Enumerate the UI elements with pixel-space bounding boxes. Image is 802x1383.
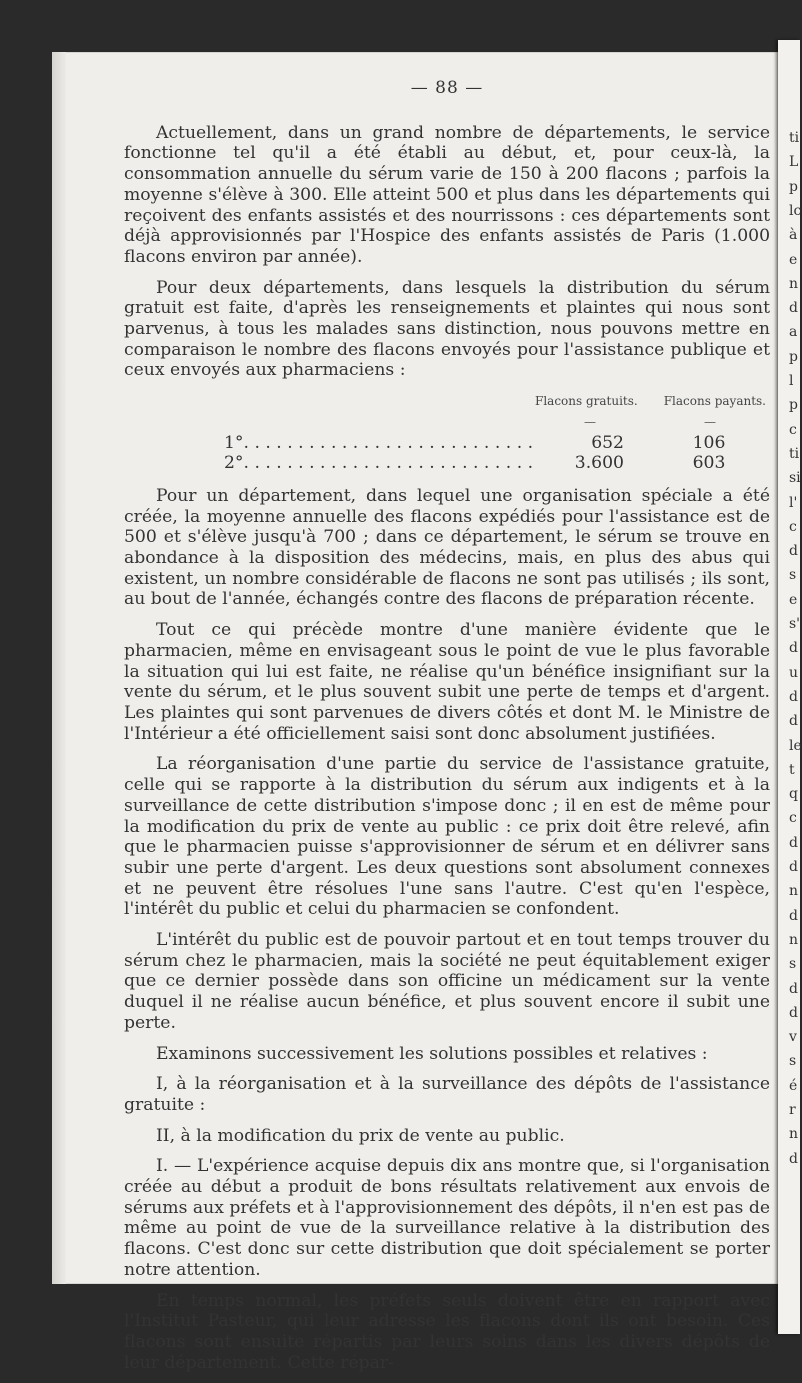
next-page-fragment: e — [789, 591, 798, 608]
next-page-fragment: é — [789, 1077, 798, 1094]
next-page-fragment: s — [789, 956, 797, 973]
next-page-fragment: d — [789, 834, 798, 851]
next-page-fragment: d — [789, 980, 798, 997]
next-page-fragment: s — [789, 567, 797, 584]
paragraph: Examinons successivement les solutions possibles et relatives : — [156, 1043, 708, 1064]
next-page-fragment: p — [789, 348, 798, 365]
next-page-fragment: d — [789, 1150, 798, 1167]
next-page-fragment: d — [789, 688, 798, 705]
next-page-fragment: d — [789, 907, 798, 924]
next-page-fragment: ti — [789, 130, 800, 146]
col-gratuits-header: Flacons gratuits. — [535, 394, 638, 409]
col-payants-header: Flacons payants. — [663, 394, 766, 409]
page-content — [124, 78, 770, 1383]
row-label: 1°. . . . . . . . . . . . . . . . . . . . . . . . . . . — [224, 432, 534, 453]
next-page-fragment: e — [789, 251, 798, 268]
next-page-fragment: si — [789, 470, 801, 487]
next-page-fragment: v — [789, 1029, 797, 1046]
gratuits-value: 3.600 — [574, 453, 624, 474]
next-page-fragment: u — [789, 664, 799, 681]
next-page-fragment: n — [789, 883, 799, 900]
paragraph: Pour deux départements, dans lesquels la distribution du sérum gratuit est faite, d'après les renseignements et plaintes qui nous sont parvenus, à tous les malades sans distinction, nous pouvons mettre en comparaison le nombre des flacons envoyés pour l'assistance publique et ceux envoyés aux pharmaciens : — [124, 277, 770, 381]
next-page-fragment: L — [789, 154, 799, 171]
next-page-fragment: s' — [789, 616, 801, 632]
paragraph: La réorganisation d'une partie du service de l'assistance gratuite, celle qui se rapporte à la distribution du sérum aux indigents et à la surveillance de cette distribution s'impose donc ; il en est de même pour la modification du prix de vente au public : ce prix doit être relevé, afin que le pharmacien puisse s'approvisionner de sérum et en délivrer sans subir une perte d'argent. Les deux questions sont absolument connexes et ne peuvent être résolues l'une sans l'autre. C'est qu'en l'espèce, l'intérêt du public et celui du pharmacien se confondent. — [124, 754, 770, 920]
next-page-fragment: l' — [789, 494, 798, 511]
next-page-fragment: c — [789, 518, 797, 535]
dash: — — [704, 414, 716, 429]
payants-value: 106 — [692, 432, 726, 453]
next-page-fragment: le — [789, 737, 802, 754]
next-page-fragment: d — [789, 1004, 798, 1021]
next-page-fragment: n — [789, 275, 799, 292]
dash: — — [584, 414, 596, 429]
next-page-fragment: c — [789, 421, 797, 438]
row-label: 2°. . . . . . . . . . . . . . . . . . . . . . . . . . . — [224, 453, 534, 474]
paragraph: En temps normal, les préfets seuls doivent être en rapport avec l'Institut Pasteur, qui leur adresse les flacons dont ils ont besoin. Ces flacons sont ensuite répartis par leurs soins dans les divers dépôts de leur département. Cette répar- — [124, 1290, 770, 1373]
next-page-fragment: p — [789, 178, 798, 195]
payants-value: 603 — [692, 453, 726, 474]
next-page-fragment: c — [789, 810, 797, 827]
next-page-fragment: d — [789, 300, 798, 317]
next-page-fragment: lc — [789, 202, 802, 219]
next-page-fragment: d — [789, 543, 798, 560]
next-page-fragment: l — [789, 373, 794, 389]
enumeration-item: II, à la modification du prix de vente au public. — [156, 1125, 565, 1146]
table-row — [224, 433, 770, 454]
table-row — [224, 453, 770, 474]
next-page-fragment: q — [789, 786, 798, 803]
next-page-fragment: n — [789, 931, 799, 948]
flacons-table — [124, 391, 770, 474]
next-page-fragment: t — [789, 761, 795, 778]
next-page-fragment: s — [789, 1053, 797, 1070]
enumeration-item: I, à la réorganisation et à la surveillance des dépôts de l'assistance gratuite : — [124, 1074, 770, 1115]
page-binding-edge — [52, 52, 66, 1284]
table-header — [124, 391, 766, 412]
paragraph: Pour un département, dans lequel une organisation spéciale a été créée, la moyenne annuelle des flacons expédiés pour l'assistance est de 500 et s'élève jusqu'à 700 ; dans ce département, le sérum se trouve en abondance à la disposition des médecins, mais, en plus des abus qui existent, un nombre considérable de flacons ne sont pas utilisés ; ils sont, au bout de l'année, échangés contre des flacons de préparation récente. — [124, 485, 770, 610]
paragraph: Tout ce qui précède montre d'une manière évidente que le pharmacien, même en envisageant sous le point de vue le plus favorable la situation qui lui est faite, ne réalise qu'un bénéfice insignifiant sur la vente du sérum, et le plus souvent subit une perte de temps et d'argent. Les plaintes qui sont parvenues de divers côtés et dont M. le Ministre de l'Intérieur a été officiellement saisi sont donc absolument justifiées. — [124, 620, 770, 744]
paragraph: I. — L'expérience acquise depuis dix ans montre que, si l'organisation créée au début a produit de bons résultats relativement aux envois de sérums aux préfets et à l'approvisionnement des dépôts, il n'en est pas de même au point de vue de la surveillance relative à la distribution des flacons. C'est donc sur cette distribution que doit spécialement se porter notre attention. — [124, 1156, 770, 1280]
paragraph: Actuellement, dans un grand nombre de départements, le service fonctionne tel qu'il a été établi au début, et, pour ceux-là, la consommation annuelle du sérum varie de 150 à 200 flacons ; parfois la moyenne s'élève à 300. Elle atteint 500 et plus dans les départements qui reçoivent des enfants assistés et des nourrissons : ces départements sont déjà approvisionnés par l'Hospice des enfants assistés de Paris (1.000 flacons environ par année). — [124, 122, 770, 267]
next-page-fragment: d — [789, 640, 798, 657]
page-number: — 88 — — [410, 78, 484, 98]
paragraph: L'intérêt du public est de pouvoir partout et en tout temps trouver du sérum chez le pharmacien, mais la société ne peut équitablement exiger que ce dernier possède dans son officine un médicament sur la vente duquel il ne réalise aucun bénéfice, et plus souvent encore il subit une perte. — [124, 930, 770, 1033]
next-page-fragment: à — [789, 227, 798, 244]
next-page-fragment: p — [789, 397, 798, 414]
next-page-fragment: d — [789, 713, 798, 730]
gratuits-value: 652 — [591, 432, 624, 453]
next-page-fragment: a — [789, 324, 798, 341]
table-dashes — [124, 412, 770, 433]
next-page-fragment: d — [789, 859, 798, 875]
next-page-fragment: n — [789, 1126, 799, 1143]
next-page-fragment: r — [789, 1102, 796, 1118]
next-page-fragment: ti — [789, 445, 800, 462]
